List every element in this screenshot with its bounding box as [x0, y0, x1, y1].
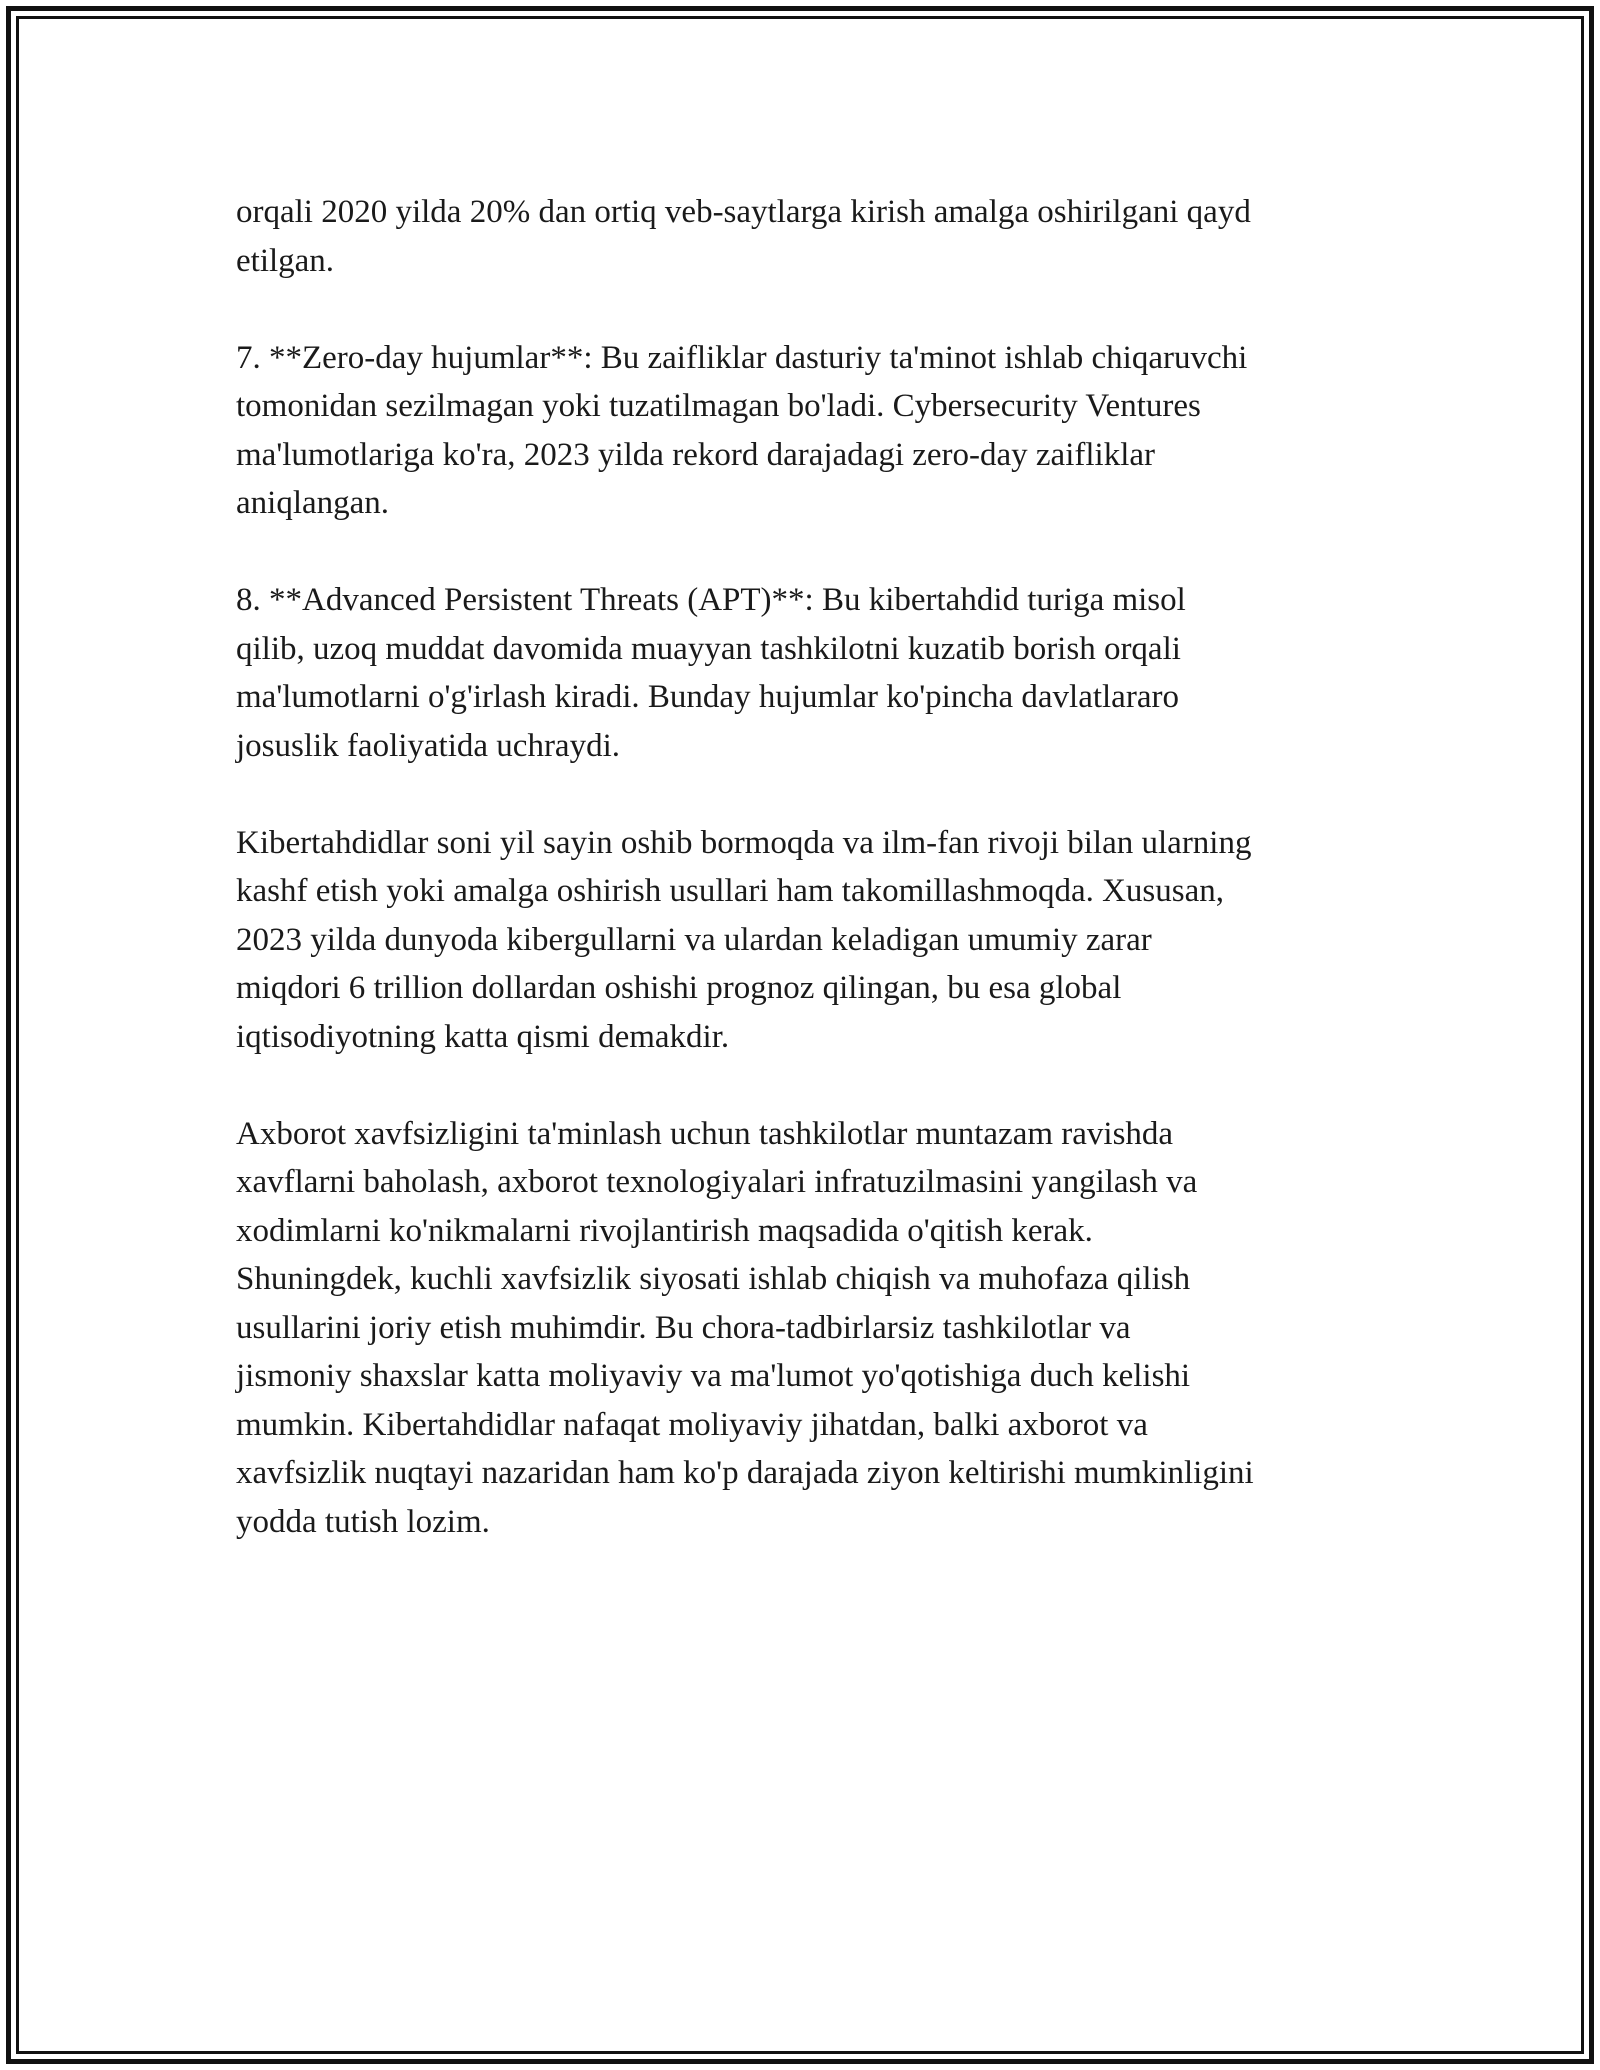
paragraph-continuation: orqali 2020 yilda 20% dan ortiq veb-saytlarga kirish amalga oshirilgani qayd etilgan.: [236, 194, 1251, 279]
paragraph-zero-day: 7. **Zero-day hujumlar**: Bu zaifliklar dasturiy ta'minot ishlab chiqaruvchi tomonidan sezilmagan yoki tuzatilmagan bo'ladi. Cybersecurity Ventures ma'lumotlariga ko'ra, 2023 yilda rekord darajadagi zero-day zaifliklar aniqlangan.: [236, 339, 1248, 521]
paragraph-threat-growth: Kibertahdidlar soni yil sayin oshib bormoqda va ilm-fan rivoji bilan ularning kashf etish yoki amalga oshirish usullari ham takomillashmoqda. Xususan, 2023 yilda dunyoda kibergullarni va ulardan keladigan umumiy zarar miqdori 6 trillion dollardan oshishi prognoz qilingan, bu esa global iqtisodiyotning katta qismi demakdir.: [236, 824, 1252, 1055]
paragraph-apt: 8. **Advanced Persistent Threats (APT)**: Bu kibertahdid turiga misol qilib, uzoq muddat davomida muayyan tashkilotni kuzatib borish orqali ma'lumotlarni o'g'irlash kiradi. Bunday hujumlar ko'pincha davlatlararo josuslik faoliyatida uchraydi.: [236, 582, 1186, 764]
paragraph-conclusion: Axborot xavfsizligini ta'minlash uchun tashkilotlar muntazam ravishda xavflarni baholash, axborot texnologiyalari infratuzilmasini yangilash va xodimlarni ko'nikmalarni rivojlantirish maqsadida o'qitish kerak. Shuningdek, kuchli xavfsizlik siyosati ishlab chiqish va muhofaza qilish usullarini joriy etish muhimdir. Bu chora-tadbirlarsiz tashkilotlar va jismoniy shaxslar katta moliyaviy va ma'lumot yo'qotishiga duch kelishi mumkin. Kibertahdidlar nafaqat moliyaviy jihatdan, balki axborot va xavfsizlik nuqtayi nazaridan ham ko'p darajada ziyon keltirishi mumkinligini yodda tutish lozim.: [236, 1115, 1254, 1540]
document-body: [236, 188, 1376, 1595]
